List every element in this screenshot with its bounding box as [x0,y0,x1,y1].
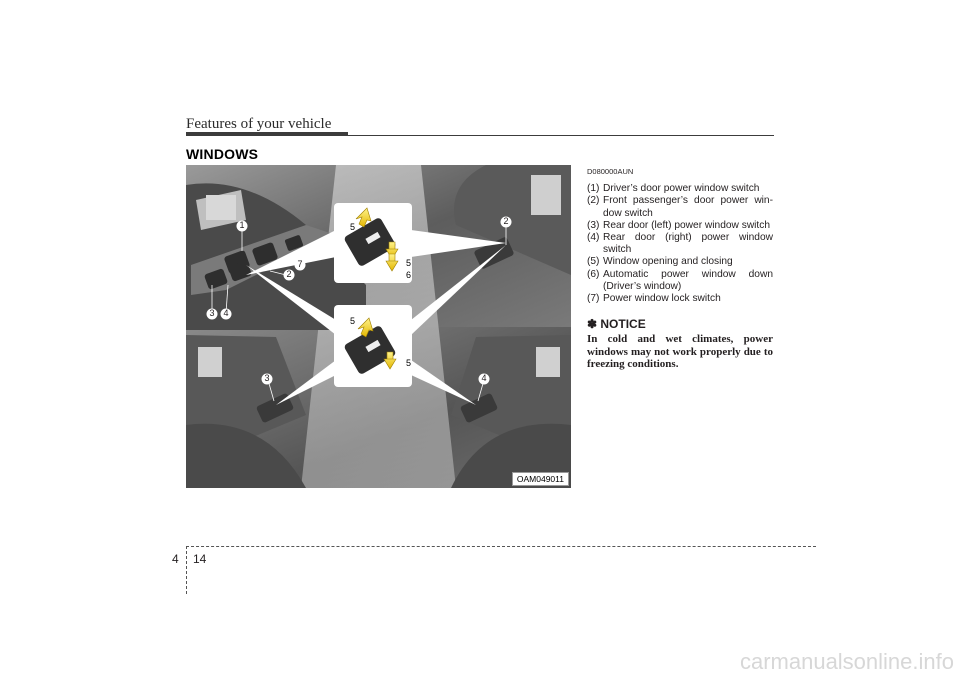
callout-3-driver: 3 [209,308,215,318]
section-title: WINDOWS [186,146,259,162]
callout-5-inset1-up: 5 [350,222,356,232]
list-item: (4) Rear door (right) power window switch [587,232,773,256]
list-item: (3) Rear door (left) power window switch [587,219,771,231]
doc-code: D080000AUN [587,167,634,176]
list-item: (5) Window opening and closing [587,256,733,268]
watermark: carmanualsonline.info [739,649,954,674]
window-switch-figure [186,165,571,488]
callout-7: 7 [297,259,303,269]
text-column [587,166,773,371]
footer-vertical-rule [186,546,187,594]
list-item: (2) Front passenger’s door power win- dow switch [587,195,773,219]
figure-illustration [186,165,571,488]
header-title: Features of your vehicle [186,116,332,132]
callout-3-rear: 3 [264,373,270,383]
callout-2-front: 2 [286,269,292,279]
callout-5-inset1-down: 5 [406,258,412,268]
callout-2-passenger: 2 [503,216,509,226]
figure-code: OAM049011 [512,472,569,486]
callout-4-driver: 4 [223,308,229,318]
footer-page-number: 14 [193,552,207,566]
footer-section-number: 4 [172,552,179,566]
list-item: (6) Automatic power window down (Driver’s window) [587,268,773,292]
callout-4-rear: 4 [481,373,487,383]
list-item: (1) Driver’s door power window switch [587,183,760,195]
header-rule [186,135,774,136]
callout-5-inset2-down: 5 [406,358,412,368]
notice-body: In cold and wet climates, power windows may not work properly due to freezing conditions. [587,333,773,371]
notice-title: ✽ NOTICE [587,317,646,332]
callout-5-inset2-up: 5 [350,316,356,326]
list-item: (7) Power window lock switch [587,293,721,305]
footer-rule [186,546,816,547]
callout-1: 1 [239,220,245,230]
callout-6: 6 [406,270,412,280]
